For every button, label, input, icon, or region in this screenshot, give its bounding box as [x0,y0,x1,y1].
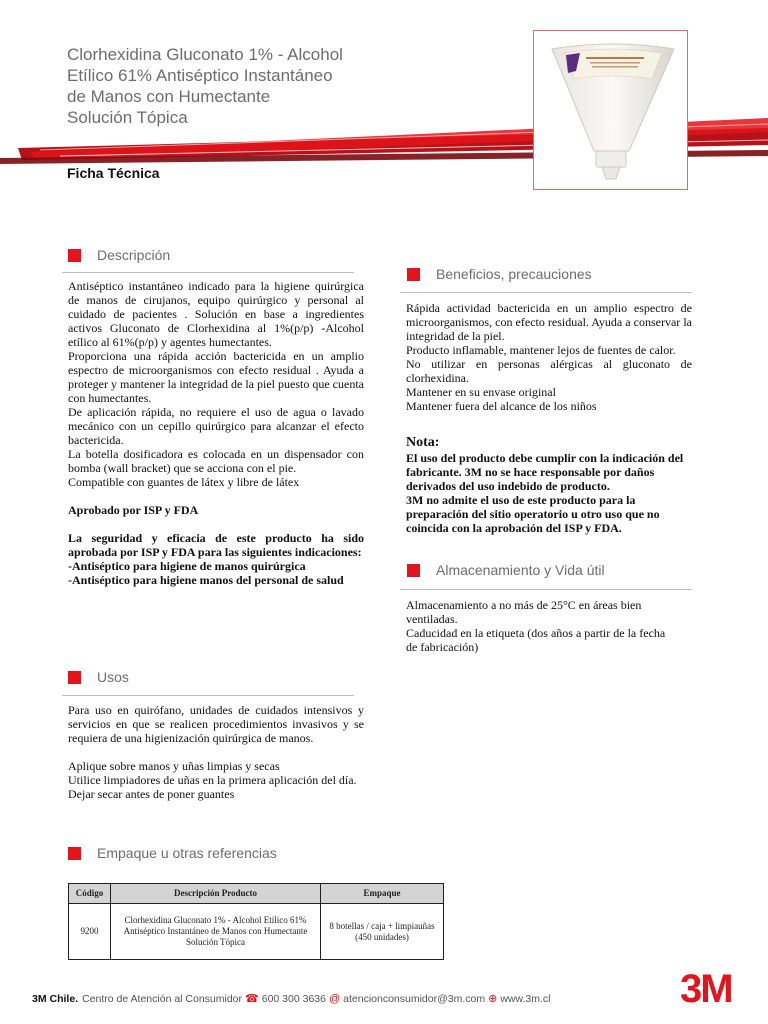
section-almacenamiento-heading [407,562,605,578]
red-square-icon [407,564,420,577]
paragraph: Proporciona una rápida acción bactericida en un amplio espectro de microorganismos con efecto residual . Ayuda a proteger y mantener la integridad de la piel puesto que cuenta con humectantes. [68,349,364,405]
table-header-row [69,884,444,904]
paragraph: No utilizar en personas alérgicas al gluconato de clorhexidina. [406,357,692,385]
approval-line: La seguridad y eficacia de este producto ha sido aprobada por ISP y FDA para las siguientes indicaciones: [68,531,364,559]
cell-line: Solución Tópica [185,937,246,947]
paragraph: Aplique sobre manos y uñas limpias y secas [68,759,280,773]
nota-block [406,435,692,535]
3m-logo: 3M [680,967,732,1011]
column-header: Empaque [321,884,444,904]
cell-line: Antiséptico Instantáneo de Manos con Humectante [123,926,308,936]
column-header: Descripción Producto [111,884,321,904]
red-square-icon [68,847,81,860]
paragraph: Almacenamiento a no más de 25°C en áreas bien ventiladas. [406,598,642,626]
footer-email[interactable]: atencionconsumidor@3m.com [343,992,486,1005]
beneficios-text [406,301,692,413]
section-title: Almacenamiento y Vida útil [436,562,605,578]
section-divider [400,292,692,293]
paragraph: Antiséptico instantáneo indicado para la higiene quirúrgica de manos de cirujanos, equipo quirúrgico y personal al cuidado de pacientes . Solución en base a ingredientes activos Gluconato de Clorhexidina al 1%(p/p) -Alcohol etílico al 61%(p/p) y agentes humectantes. [68,279,364,349]
title-line: de Manos con Humectante [67,87,271,106]
approval-title: Aprobado por ISP y FDA [68,503,199,517]
cell-empaque [321,904,444,960]
nota-line: El uso del producto debe cumplir con la indicación del fabricante. 3M no se hace responsable por daños derivados del uso indebido de producto. [406,451,684,493]
section-title: Empaque u otras referencias [97,845,277,861]
nota-line: 3M no admite el uso de este producto para la preparación del sitio operatorio u otro uso que no coincida con la aprobación del ISP y FDA. [406,493,660,535]
globe-icon: ⊕ [488,993,498,1005]
at-icon: @ [328,992,341,1005]
usos-text [68,703,364,801]
cell-line: 8 botellas / caja + limpiauñas [329,920,435,931]
product-title [67,44,407,128]
document-subtitle: Ficha Técnica [67,165,160,181]
product-image-frame [533,30,688,190]
approval-line: -Antiséptico para higiene manos del personal de salud [68,573,344,587]
title-line: Clorhexidina Gluconato 1% - Alcohol [67,45,343,64]
cell-line: Clorhexidina Gluconato 1% - Alcohol Etílico 61% [124,915,307,925]
paragraph: Para uso en quirófano, unidades de cuidados intensivos y servicios en que se realicen procedimientos invasivos y se requiera de una higienización quirúrgica de manos. [68,703,364,745]
almacenamiento-text [406,598,668,654]
product-bottle-image [534,31,689,191]
title-line: Etílico 61% Antiséptico Instantáneo [67,66,333,85]
phone-icon: ☎ [245,993,259,1005]
footer-brand: 3M Chile. [32,992,79,1005]
section-title: Beneficios, precauciones [436,266,592,282]
section-usos-heading [68,669,129,685]
paragraph: Mantener fuera del alcance de los niños [406,399,597,413]
paragraph: Mantener en su envase original [406,385,556,399]
footer-web[interactable]: www.3m.cl [500,992,551,1005]
paragraph: Utilice limpiadores de uñas en la primera aplicación del día. [68,773,357,787]
section-beneficios-heading [407,266,592,282]
paragraph: La botella dosificadora es colocada en un dispensador con bomba (wall bracket) que se acciona con el pie. [68,447,364,475]
descripcion-text [68,279,364,587]
nota-title: Nota: [406,435,440,450]
footer-center-label: Centro de Atención al Consumidor [82,992,243,1005]
paragraph: Dejar secar antes de poner guantes [68,787,235,801]
section-title: Usos [97,669,129,685]
footer-contact [32,992,551,1005]
empaque-table [68,883,444,960]
red-square-icon [68,671,81,684]
paragraph: Compatible con guantes de látex y libre de látex [68,475,300,489]
paragraph: De aplicación rápida, no requiere el uso de agua o lavado mecánico con un cepillo quirúrgico para alcanzar el efecto bactericida. [68,405,364,447]
paragraph: Caducidad en la etiqueta (dos años a partir de la fecha de fabricación) [406,626,666,654]
section-title: Descripción [97,247,171,263]
section-descripcion-heading [68,247,170,263]
title-line: Solución Tópica [67,108,188,127]
cell-line: (450 unidades) [355,931,409,942]
section-divider [400,589,692,590]
table-row [69,904,444,960]
approval-line: -Antiséptico para higiene de manos quirúrgica [68,559,306,573]
red-square-icon [407,268,420,281]
cell-codigo: 9200 [69,904,111,960]
paragraph: Producto inflamable, mantener lejos de fuentes de calor. [406,343,676,357]
section-divider [62,695,354,696]
section-divider [62,272,354,273]
section-empaque-heading [68,845,277,861]
column-header: Código [69,884,111,904]
red-square-icon [68,249,81,262]
cell-descripcion [111,904,321,960]
paragraph: Rápida actividad bactericida en un amplio espectro de microorganismos, con efecto residual. Ayuda a conservar la integridad de la piel. [406,301,692,343]
footer-phone: 600 300 3636 [261,992,326,1005]
